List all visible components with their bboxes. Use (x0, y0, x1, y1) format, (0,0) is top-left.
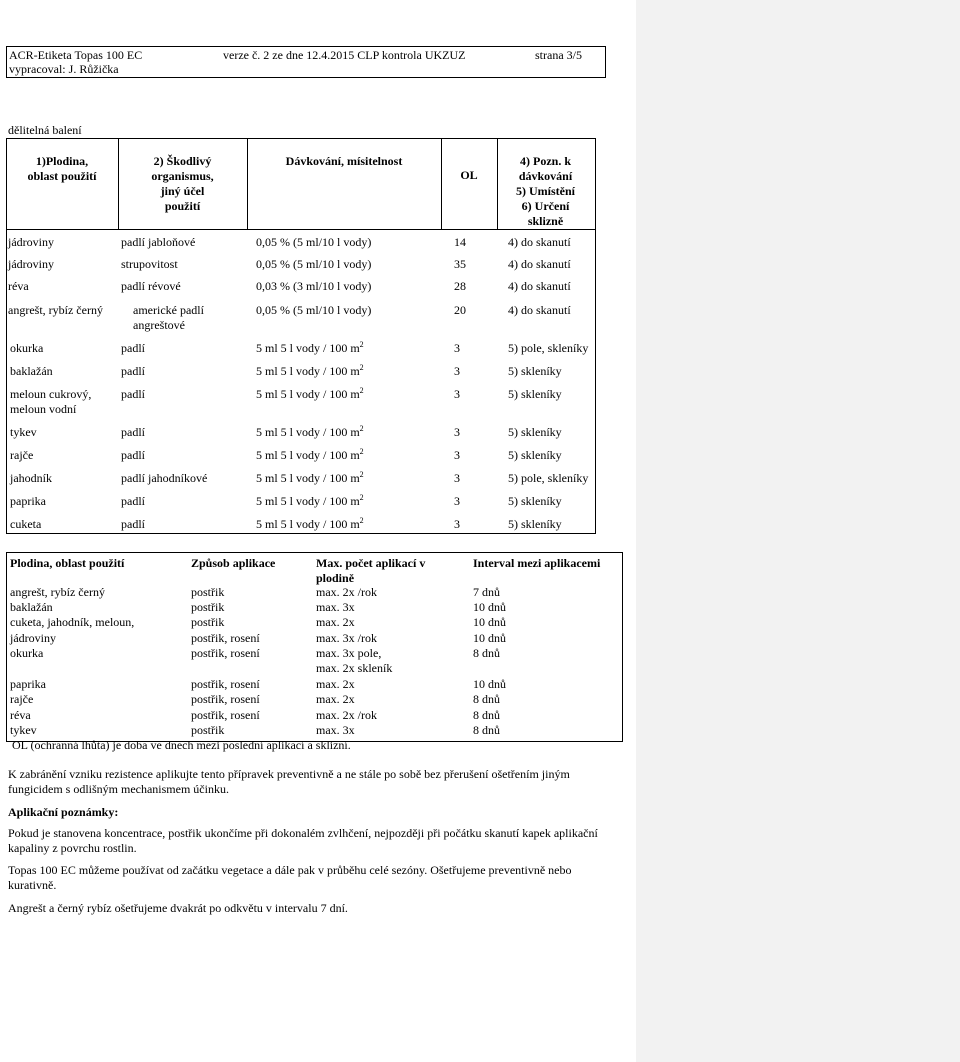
document-header (6, 46, 606, 78)
col-header-ol: OL (460, 168, 478, 182)
col-header-pest: 2) Škodlivý organismus, jiný účel použití (151, 154, 214, 213)
application-table (6, 552, 623, 742)
col-header-dose: Dávkování, mísitelnost (285, 154, 403, 168)
header-version: verze č. 2 ze dne 12.4.2015 CLP kontrola UKZUZ (223, 48, 466, 62)
resistance-paragraph: K zabránění vzniku rezistence aplikujte tento přípravek preventivně a ne stále po sobě bez přerušení ošetřením jiným fungicidem s odlišným mechanismem účinku. (8, 767, 570, 796)
col-divider (441, 138, 442, 229)
header-document-name: ACR-Etiketa Topas 100 EC (9, 48, 143, 62)
col-header-crop: 1)Plodina, oblast použití (27, 154, 97, 183)
col-header-max-cont: plodině (316, 571, 355, 585)
section-title: dělitelná balení (8, 123, 82, 137)
col-divider (247, 138, 248, 229)
col-header-note: 4) Pozn. k dávkování 5) Umístění 6) Určení sklizně (516, 154, 575, 228)
note-paragraph: Pokud je stanovena koncentrace, postřik ukončíme při dokonalém zvlhčení, nejpozději při počátku skanutí kapek aplikační kapaliny z povrchu rostlin. (8, 826, 598, 855)
header-divider (6, 229, 595, 230)
notes-heading: Aplikační poznámky: (8, 805, 119, 819)
col-header-crop: Plodina, oblast použití (10, 556, 125, 570)
note-paragraph: Topas 100 EC můžeme používat od začátku vegetace a dále pak v průběhu celé sezóny. Ošetřujeme preventivně nebo kurativně. (8, 863, 572, 892)
header-page-number: strana 3/5 (535, 48, 582, 62)
col-header-interval: Interval mezi aplikacemi (473, 556, 601, 570)
col-header-method: Způsob aplikace (191, 556, 276, 570)
table-footnote: OL (ochranná lhůta) je doba ve dnech mezi poslední aplikací a sklizní. (12, 738, 351, 752)
side-panel (636, 0, 960, 1062)
header-author: vypracoval: J. Růžička (9, 62, 119, 76)
note-paragraph: Angrešt a černý rybíz ošetřujeme dvakrát po odkvětu v intervalu 7 dní. (8, 901, 348, 915)
col-header-max: Max. počet aplikací v (316, 556, 426, 570)
